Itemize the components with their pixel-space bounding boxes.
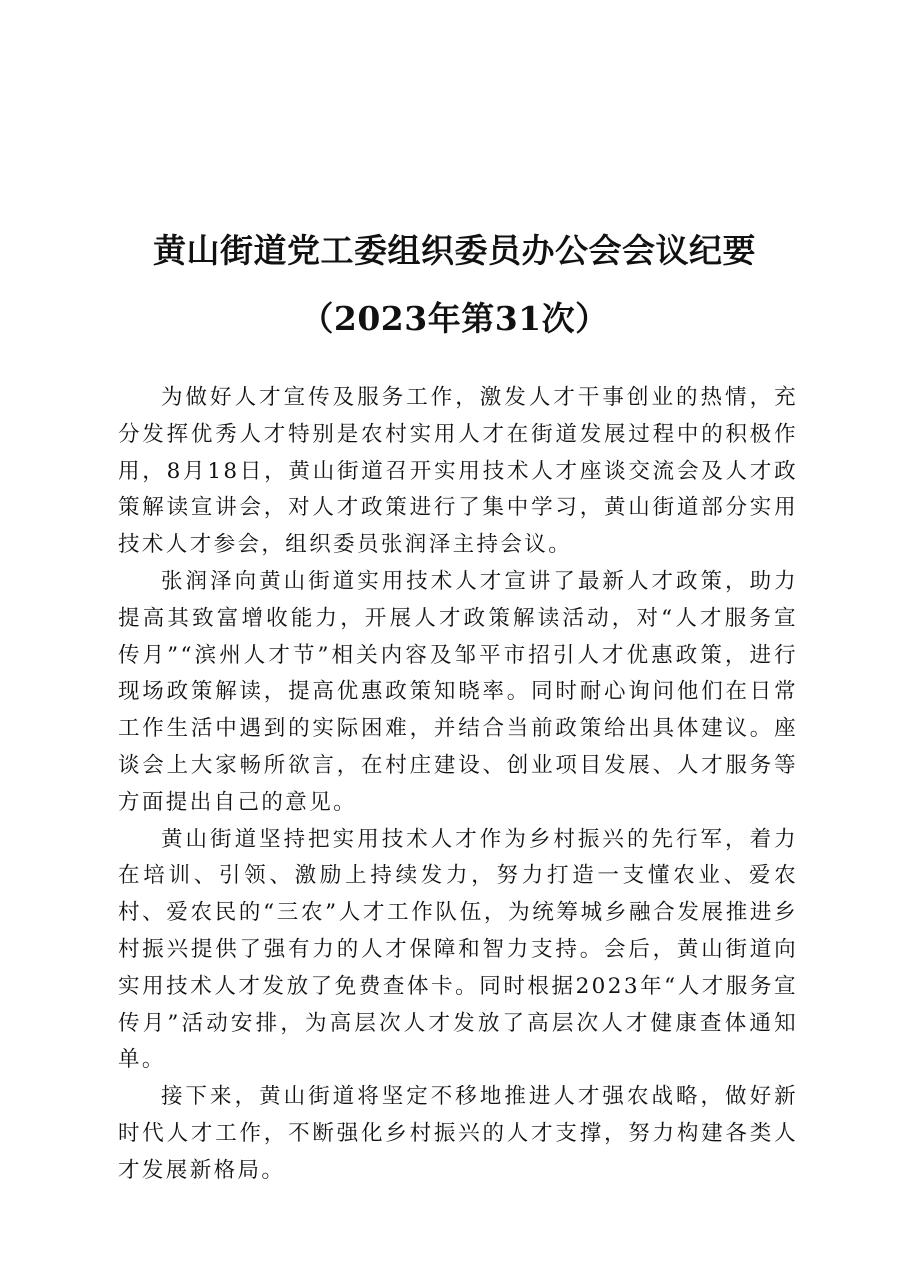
paragraph-2: 张润泽向黄山街道实用技术人才宣讲了最新人才政策，助力提高其致富增收能力，开展人才政策解读活动，对“人才服务宣传月”“滨州人才节”相关内容及邹平市招引人才优惠政策，进行现场政策解读，提高优惠政策知晓率。同时耐心询问他们在日常工作生活中遇到的实际困难，并结合当前政策给出具体建议。座谈会上大家畅所欲言，在村庄建设、创业项目发展、人才服务等方面提出自己的意见。 [118,568,798,815]
paragraph-1: 为做好人才宣传及服务工作，激发人才干事创业的热情，充分发挥优秀人才特别是农村实用人才在街道发展过程中的积极作用，8月18日，黄山街道召开实用技术人才座谈交流会及人才政策解读宣讲会，对人才政策进行了集中学习，黄山街道部分实用技术人才参会，组织委员张润泽主持会议。 [118,385,798,558]
paragraph-4: 接下来，黄山街道将坚定不移地推进人才强农战略，做好新时代人才工作，不断强化乡村振兴的人才支撑，努力构建各类人才发展新格局。 [118,1084,798,1183]
document-subtitle: （2023年第31次） [300,299,609,338]
document-title: 黄山街道党工委组织委员办公会会议纪要 [153,231,756,270]
paragraph-3: 黄山街道坚持把实用技术人才作为乡村振兴的先行军，着力在培训、引领、激励上持续发力，努力打造一支懂农业、爱农村、爱农民的“三农”人才工作队伍，为统筹城乡融合发展推进乡村振兴提供了强有力的人才保障和智力支持。会后，黄山街道向实用技术人才发放了免费查体卡。同时根据2023年“人才服务宣传月”活动安排，为高层次人才发放了高层次人才健康查体通知单。 [118,826,798,1073]
document-body [118,380,798,1190]
